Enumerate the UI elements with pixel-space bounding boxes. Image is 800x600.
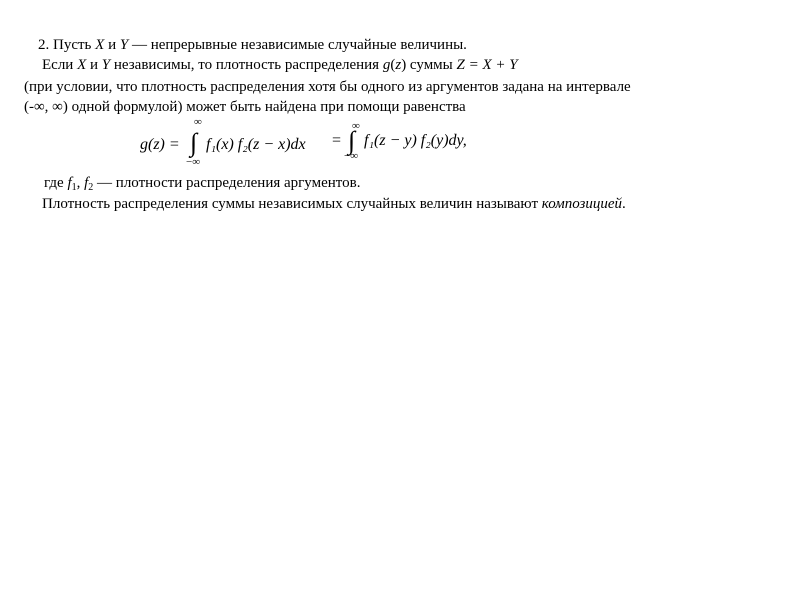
text: Плотность распределения суммы независимых случайных величин называют	[42, 196, 542, 212]
paragraph-line-6	[42, 195, 626, 213]
text: ) суммы	[401, 57, 457, 73]
var-y: Y	[101, 57, 111, 73]
text: и	[86, 57, 102, 73]
var-f: f	[84, 175, 89, 191]
text: 2. Пусть	[38, 37, 96, 53]
integral-symbol: ∫	[190, 128, 198, 157]
text: — непрерывные независимые случайные величины.	[128, 37, 467, 53]
text: и	[104, 37, 120, 53]
text: ,	[76, 175, 85, 191]
var-x: X	[77, 57, 87, 73]
paragraph-line-4: (-∞, ∞) одной формулой) может быть найдена при помощи равенства	[24, 99, 466, 115]
term-composition: композицией	[541, 196, 623, 212]
paragraph-line-3: (при условии, что плотность распределения хотя бы одного из аргументов задана на интервале	[24, 79, 631, 95]
upper-limit: ∞	[352, 120, 360, 132]
sum-expression: Z = X + Y	[456, 57, 518, 73]
equals-sign: =	[332, 132, 342, 149]
text: независимы, то плотность распределения	[110, 57, 383, 73]
paragraph-line-5	[44, 174, 360, 192]
paragraph-line-1	[38, 36, 467, 54]
convolution-formula	[140, 116, 500, 170]
var-z: z	[395, 57, 402, 73]
paragraph-line-2	[42, 56, 518, 74]
lower-limit: −∞	[186, 156, 201, 168]
integrand-1: f₁(x) f₂(z − x)dx	[206, 136, 306, 153]
integrand-2: f₁(z − y) f₂(y)dy,	[364, 132, 467, 149]
text: Если	[42, 57, 78, 73]
integral-symbol: ∫	[348, 126, 356, 155]
text: — плотности распределения аргументов.	[93, 175, 361, 191]
upper-limit: ∞	[194, 116, 202, 128]
var-f: f	[67, 175, 72, 191]
var-x: X	[95, 37, 105, 53]
text: где	[44, 175, 68, 191]
subscript: 1	[71, 182, 77, 193]
lower-limit: −∞	[344, 150, 359, 162]
var-g: g	[382, 57, 391, 73]
formula-left: g(z) =	[140, 136, 180, 153]
text: .	[622, 196, 626, 212]
text: (	[390, 57, 396, 73]
subscript: 2	[88, 182, 94, 193]
var-y: Y	[119, 37, 129, 53]
